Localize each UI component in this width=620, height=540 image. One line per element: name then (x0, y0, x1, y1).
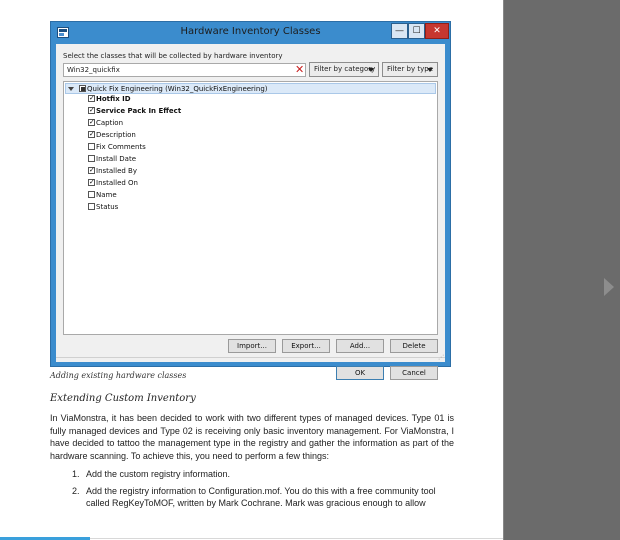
figure-caption: Adding existing hardware classes (50, 371, 187, 380)
property-checkbox[interactable] (88, 167, 95, 174)
export-button[interactable]: Export... (282, 339, 330, 353)
page-bottom-line (90, 538, 503, 539)
tree-root-item[interactable] (65, 83, 436, 94)
resize-grip-icon[interactable]: ⋰ (438, 354, 444, 361)
chevron-down-icon (427, 68, 433, 72)
chevron-down-icon (368, 68, 374, 72)
list-item-text: Add the custom registry information. (86, 469, 231, 479)
property-checkbox[interactable] (88, 95, 95, 102)
tree-item-label: Status (96, 203, 119, 211)
tree-item-label: Installed By (96, 167, 137, 175)
filter-by-category-dropdown[interactable] (309, 62, 379, 77)
close-button[interactable]: ✕ (425, 23, 449, 39)
list-item-number: 2. (72, 485, 80, 496)
add-button[interactable]: Add... (336, 339, 384, 353)
minimize-button[interactable]: — (391, 23, 408, 39)
property-checkbox[interactable] (88, 203, 95, 210)
list-item (72, 485, 456, 510)
next-page-arrow-icon[interactable] (604, 278, 614, 296)
body-paragraph: In ViaMonstra, it has been decided to work with two different types of managed devices. Type 01 is fully managed devices and Type 02 is receiving only basic inventory management. For ViaMonstra, I have decided to tattoo the management type in the registry and gather the information as part of the hardware scanning. To achieve this, you need to perform a few things: (50, 413, 454, 461)
classes-tree[interactable] (63, 81, 438, 335)
root-class-checkbox[interactable] (79, 85, 86, 92)
property-checkbox[interactable] (88, 191, 95, 198)
property-checkbox[interactable] (88, 143, 95, 150)
ok-button[interactable]: OK (336, 366, 384, 380)
clear-search-icon[interactable]: ✕ (295, 63, 305, 76)
tree-item-label: Install Date (96, 155, 137, 163)
property-checkbox[interactable] (88, 179, 95, 186)
dialog-separator (56, 357, 445, 358)
tree-item-label: Caption (96, 119, 124, 127)
delete-button[interactable]: Delete (390, 339, 438, 353)
property-checkbox[interactable] (88, 155, 95, 162)
import-button[interactable]: Import... (228, 339, 276, 353)
instruction-text: Select the classes that will be collected by hardware inventory (63, 52, 283, 60)
tree-root-label: Quick Fix Engineering (Win32_QuickFixEngineering) (87, 85, 268, 93)
property-checkbox[interactable] (88, 119, 95, 126)
tree-item-label: Fix Comments (96, 143, 146, 151)
dialog-title: Hardware Inventory Classes (180, 26, 321, 37)
property-checkbox[interactable] (88, 131, 95, 138)
tree-item-label: Description (96, 131, 136, 139)
property-checkbox[interactable] (88, 107, 95, 114)
class-search-input[interactable] (63, 63, 306, 77)
collapse-arrow-icon[interactable] (68, 87, 74, 91)
dialog-titlebar[interactable] (51, 22, 450, 44)
maximize-button[interactable]: ☐ (408, 23, 425, 39)
tree-item-label: Hotfix ID (96, 95, 131, 103)
tree-item-label: Installed On (96, 179, 138, 187)
section-heading: Extending Custom Inventory (50, 393, 196, 404)
cancel-button[interactable]: Cancel (390, 366, 438, 380)
filter-by-type-dropdown[interactable] (382, 62, 438, 77)
steps-list (72, 468, 456, 514)
filter-by-type-label: Filter by type (387, 65, 434, 73)
search-input-value: Win32_quickfix (67, 66, 120, 74)
filter-by-category-label: Filter by category (314, 65, 376, 73)
viewer-side-panel (503, 0, 620, 540)
tree-item-label: Name (96, 191, 117, 199)
list-item (72, 468, 456, 481)
tree-item-label: Service Pack In Effect (96, 107, 182, 115)
list-item-number: 1. (72, 469, 80, 479)
list-item-text: Add the registry information to Configuration.mof. You do this with a free community tool called RegKeyToMOF, written by Mark Cochrane. Mark was gracious enough to allow (86, 485, 436, 508)
